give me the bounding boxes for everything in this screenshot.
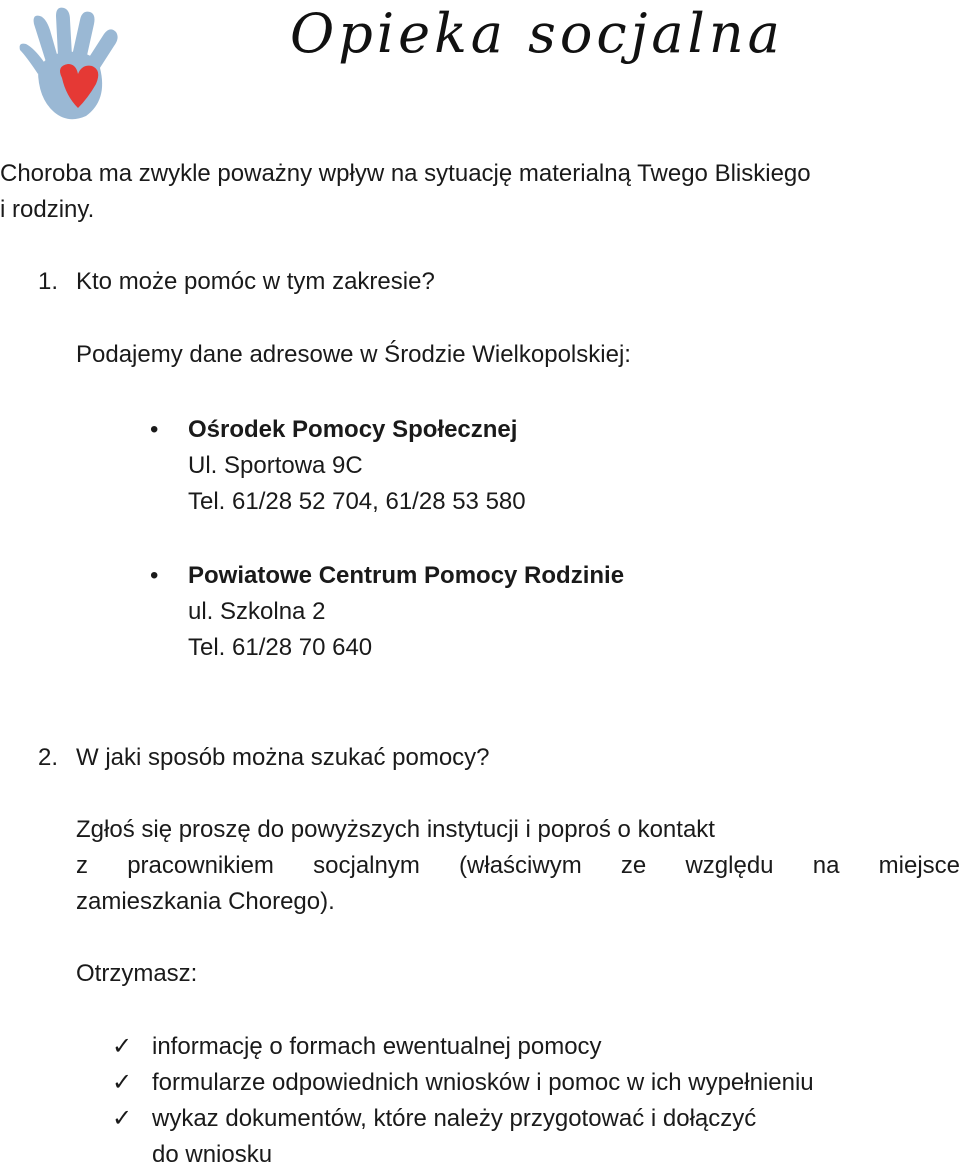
institution-phone: Tel. 61/28 70 640 [188, 634, 373, 661]
institution-item [150, 412, 850, 520]
bullet-icon: • [150, 416, 159, 443]
check-item-text: formularze odpowiednich wniosków i pomoc w ich wypełnieniu [152, 1069, 814, 1096]
check-item-text: informację o formach ewentualnej pomocy [152, 1033, 602, 1060]
section-2-number: 2. [38, 744, 59, 771]
section-2-heading [0, 742, 900, 774]
institution-name: Powiatowe Centrum Pomocy Rodzinie [188, 562, 625, 589]
check-list-item [112, 1029, 932, 1065]
institution-address: ul. Szkolna 2 [188, 598, 326, 625]
page-title: Opieka socjalna [290, 2, 784, 65]
section-1-number: 1. [38, 268, 59, 295]
section-2-para-line-2: z pracownikiem socjalnym (właściwym ze względu na miejsce [76, 852, 960, 879]
intro-line-2: i rodziny. [0, 196, 95, 223]
institution-name: Ośrodek Pomocy Społecznej [188, 416, 518, 443]
checkmark-icon: ✓ [112, 1105, 133, 1132]
check-list-item [112, 1101, 932, 1137]
section-1-question: Kto może pomóc w tym zakresie? [76, 268, 435, 295]
institution-item [150, 558, 850, 666]
intro-paragraph [0, 156, 940, 228]
section-1-lead: Podajemy dane adresowe w Środzie Wielkopolskiej: [76, 341, 631, 368]
checkmark-icon: ✓ [112, 1033, 133, 1060]
receive-label: Otrzymasz: [76, 960, 198, 987]
check-item-text: do wniosku [152, 1141, 273, 1168]
institution-address: Ul. Sportowa 9C [188, 452, 363, 479]
hand-heart-logo [16, 4, 136, 124]
check-list-item-continuation [112, 1137, 932, 1167]
section-2-question: W jaki sposób można szukać pomocy? [76, 744, 490, 771]
check-list-item [112, 1065, 932, 1101]
intro-line-1: Choroba ma zwykle poważny wpływ na sytuację materialną Twego Bliskiego [0, 160, 811, 187]
hand-heart-icon [16, 4, 136, 124]
check-item-text: wykaz dokumentów, które należy przygotować i dołączyć [152, 1105, 757, 1132]
institution-phone: Tel. 61/28 52 704, 61/28 53 580 [188, 488, 526, 515]
checkmark-icon: ✓ [112, 1069, 133, 1096]
section-1-heading [0, 266, 900, 298]
bullet-icon: • [150, 562, 159, 589]
section-2-para-line-1: Zgłoś się proszę do powyższych instytucji i poproś o kontakt [76, 816, 715, 843]
section-2-para-line-3: zamieszkania Chorego). [76, 888, 335, 915]
